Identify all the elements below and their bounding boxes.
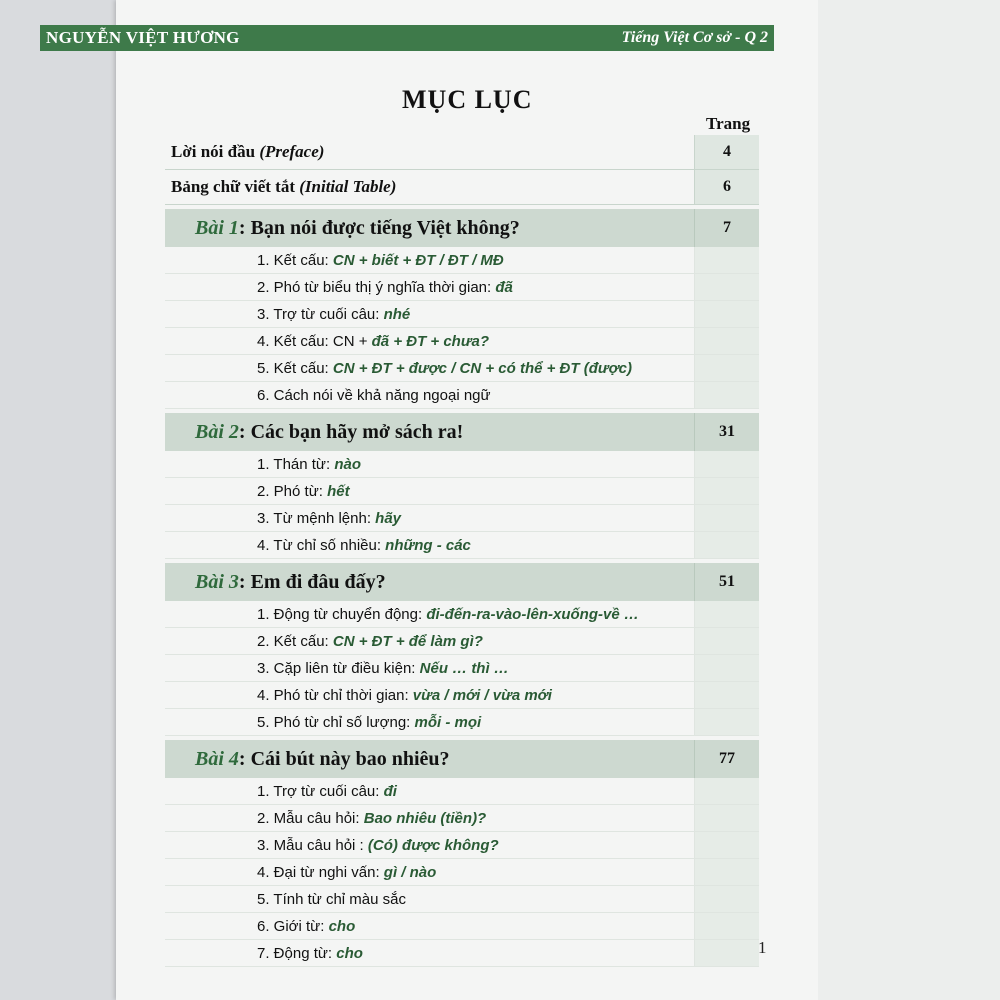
lesson-number: Bài 3 bbox=[195, 570, 239, 593]
toc-item-emphasis: CN + ĐT + được / CN + có thể + ĐT (được) bbox=[332, 359, 632, 377]
toc-item-text: 3. Mẫu câu hỏi : bbox=[257, 836, 368, 854]
toc-page-cell bbox=[694, 805, 759, 831]
toc-lesson-title bbox=[165, 571, 694, 594]
toc-page-cell bbox=[694, 628, 759, 654]
toc-item-row bbox=[165, 382, 759, 409]
toc-front-label-text: Bảng chữ viết tắt bbox=[171, 177, 300, 196]
toc-front-label bbox=[165, 177, 694, 197]
lesson-title: : Cái bút này bao nhiêu? bbox=[238, 747, 450, 770]
toc-item-row bbox=[165, 805, 759, 832]
page-number: 1 bbox=[758, 938, 767, 957]
toc-item-emphasis: đi-đến-ra-vào-lên-xuống-về … bbox=[426, 605, 639, 623]
toc-item-row bbox=[165, 601, 759, 628]
toc-item-row bbox=[165, 532, 759, 559]
toc-front-label-em: (Preface) bbox=[259, 142, 325, 161]
toc-item bbox=[165, 810, 694, 827]
toc-page-cell bbox=[694, 478, 759, 504]
toc-item bbox=[165, 537, 694, 554]
toc-item-emphasis: gì / nào bbox=[383, 863, 437, 881]
toc-front-label bbox=[165, 142, 694, 162]
toc-item bbox=[165, 360, 694, 377]
toc-item-emphasis: hết bbox=[327, 482, 350, 500]
toc-item bbox=[165, 306, 694, 323]
toc-item-row bbox=[165, 301, 759, 328]
toc-item-row bbox=[165, 682, 759, 709]
toc-item-emphasis: đã + ĐT + chưa? bbox=[371, 332, 490, 350]
toc-item-text: 5. Tính từ chỉ màu sắc bbox=[257, 890, 406, 908]
toc-page-cell bbox=[694, 940, 759, 966]
toc-item-row bbox=[165, 451, 759, 478]
toc-item-row bbox=[165, 505, 759, 532]
toc-item-emphasis: CN + biết + ĐT / ĐT / MĐ bbox=[332, 251, 504, 269]
toc-item-text: 4. Đại từ nghi vấn: bbox=[257, 863, 384, 881]
toc-page-number: 51 bbox=[694, 563, 759, 601]
toc-item-emphasis: cho bbox=[328, 917, 356, 935]
toc-item-emphasis: đi bbox=[383, 782, 397, 800]
toc-item-row bbox=[165, 274, 759, 301]
toc-page-cell bbox=[694, 913, 759, 939]
toc-item bbox=[165, 633, 694, 650]
toc-page-cell bbox=[694, 505, 759, 531]
toc-item bbox=[165, 333, 694, 350]
toc-page-number: 6 bbox=[694, 170, 759, 204]
toc-item bbox=[165, 660, 694, 677]
toc-page-cell bbox=[694, 859, 759, 885]
toc-page-cell bbox=[694, 601, 759, 627]
running-header bbox=[40, 25, 774, 51]
toc-page-cell bbox=[694, 778, 759, 804]
toc-item-text: 4. Phó từ chỉ thời gian: bbox=[257, 686, 413, 704]
toc-item-text: 2. Mẫu câu hỏi: bbox=[257, 809, 364, 827]
toc-item-row bbox=[165, 940, 759, 967]
toc-title: MỤC LỤC bbox=[402, 85, 533, 114]
toc-item bbox=[165, 837, 694, 854]
lesson-title: : Các bạn hãy mở sách ra! bbox=[238, 420, 464, 443]
toc-item-emphasis: những - các bbox=[385, 536, 471, 554]
toc-item bbox=[165, 483, 694, 500]
toc-item-emphasis: mỗi - mọi bbox=[414, 713, 482, 731]
lesson-number: Bài 1 bbox=[195, 216, 239, 239]
toc-item bbox=[165, 687, 694, 704]
toc-page-cell bbox=[694, 274, 759, 300]
toc-item bbox=[165, 456, 694, 473]
header-author: NGUYỄN VIỆT HƯƠNG bbox=[46, 28, 240, 47]
toc-front-label-text: Lời nói đầu bbox=[171, 142, 260, 161]
toc-item-text: 3. Trợ từ cuối câu: bbox=[257, 305, 384, 323]
toc-lesson-row bbox=[165, 209, 759, 247]
toc-item-row bbox=[165, 886, 759, 913]
header-book-title: Tiếng Việt Cơ sở - Q 2 bbox=[621, 29, 768, 46]
toc-item bbox=[165, 252, 694, 269]
toc-page-number: 4 bbox=[694, 135, 759, 169]
toc-item-text: 1. Trợ từ cuối câu: bbox=[257, 782, 384, 800]
toc-front-row bbox=[165, 170, 759, 205]
toc-item-emphasis: (Có) được không? bbox=[367, 836, 499, 854]
toc-item-text: 2. Phó từ: bbox=[257, 482, 328, 500]
toc-item-text: 3. Cặp liên từ điều kiện: bbox=[257, 659, 420, 677]
toc-item-text: 2. Kết cấu: bbox=[257, 632, 333, 650]
lesson-title: : Em đi đâu đấy? bbox=[238, 570, 386, 593]
toc-page-cell bbox=[694, 832, 759, 858]
toc-lesson-title bbox=[165, 217, 694, 240]
toc-page-cell bbox=[694, 328, 759, 354]
toc-item bbox=[165, 918, 694, 935]
toc-page-cell bbox=[694, 301, 759, 327]
toc-item-emphasis: hãy bbox=[375, 509, 402, 527]
toc-item bbox=[165, 864, 694, 881]
lesson-number: Bài 2 bbox=[195, 420, 239, 443]
toc-page-number: 7 bbox=[694, 209, 759, 247]
toc-item-text: 4. Kết cấu: CN + bbox=[257, 332, 372, 350]
toc-item bbox=[165, 279, 694, 296]
toc-item-text: 4. Từ chỉ số nhiều: bbox=[257, 536, 386, 554]
toc-item-text: 5. Kết cấu: bbox=[257, 359, 333, 377]
toc-item-text: 1. Kết cấu: bbox=[257, 251, 333, 269]
toc-front-row bbox=[165, 135, 759, 170]
toc-item-row bbox=[165, 478, 759, 505]
lesson-number: Bài 4 bbox=[195, 747, 239, 770]
toc-page-cell bbox=[694, 886, 759, 912]
toc-lesson-title bbox=[165, 421, 694, 444]
toc-item bbox=[165, 606, 694, 623]
toc-item-emphasis: nhé bbox=[383, 305, 411, 323]
toc-item-text: 6. Giới từ: bbox=[257, 917, 329, 935]
toc-item-emphasis: cho bbox=[336, 944, 363, 962]
toc-table bbox=[165, 135, 759, 967]
toc-lesson-title bbox=[165, 748, 694, 771]
toc-item bbox=[165, 714, 694, 731]
toc-item bbox=[165, 891, 694, 908]
toc-page-cell bbox=[694, 247, 759, 273]
toc-item-emphasis: vừa / mới / vừa mới bbox=[412, 686, 552, 704]
toc-page-cell bbox=[694, 451, 759, 477]
toc-page-cell bbox=[694, 709, 759, 735]
toc-item-row bbox=[165, 628, 759, 655]
toc-item-emphasis: CN + ĐT + để làm gì? bbox=[332, 632, 483, 650]
toc-item-row bbox=[165, 913, 759, 940]
toc-item bbox=[165, 387, 694, 404]
toc-item-emphasis: đã bbox=[495, 278, 513, 296]
page-column-label: Trang bbox=[706, 114, 751, 133]
toc-item-text: 7. Động từ: bbox=[257, 944, 337, 962]
toc-page-cell bbox=[694, 382, 759, 408]
adjacent-page bbox=[818, 0, 1000, 1000]
toc-item-row bbox=[165, 655, 759, 682]
toc-lesson-row bbox=[165, 413, 759, 451]
toc-lesson-row bbox=[165, 563, 759, 601]
toc-item-text: 1. Thán từ: bbox=[257, 455, 335, 473]
toc-front-label-em: (Initial Table) bbox=[299, 177, 397, 196]
toc-page-cell bbox=[694, 682, 759, 708]
toc-item-row bbox=[165, 709, 759, 736]
toc-item-text: 1. Động từ chuyển động: bbox=[257, 605, 427, 623]
toc-item bbox=[165, 510, 694, 527]
toc-page-number: 31 bbox=[694, 413, 759, 451]
toc-item-emphasis: nào bbox=[334, 455, 361, 473]
toc-item-row bbox=[165, 328, 759, 355]
toc-page-number: 77 bbox=[694, 740, 759, 778]
toc-item-row bbox=[165, 832, 759, 859]
toc-item-row bbox=[165, 859, 759, 886]
toc-item-text: 5. Phó từ chỉ số lượng: bbox=[257, 713, 415, 731]
toc-item bbox=[165, 945, 694, 962]
toc-item-row bbox=[165, 355, 759, 382]
toc-item-text: 2. Phó từ biểu thị ý nghĩa thời gian: bbox=[257, 278, 496, 296]
toc-page-cell bbox=[694, 355, 759, 381]
toc-page-cell bbox=[694, 532, 759, 558]
toc-item-text: 6. Cách nói về khả năng ngoại ngữ bbox=[257, 386, 491, 404]
toc-item-emphasis: Nếu … thì … bbox=[419, 659, 509, 677]
toc-page-cell bbox=[694, 655, 759, 681]
toc-item-row bbox=[165, 778, 759, 805]
toc-item-text: 3. Từ mệnh lệnh: bbox=[257, 509, 376, 527]
toc-item-emphasis: Bao nhiêu (tiền)? bbox=[363, 809, 487, 827]
toc-item-row bbox=[165, 247, 759, 274]
lesson-title: : Bạn nói được tiếng Việt không? bbox=[238, 216, 520, 239]
toc-item bbox=[165, 783, 694, 800]
toc-lesson-row bbox=[165, 740, 759, 778]
